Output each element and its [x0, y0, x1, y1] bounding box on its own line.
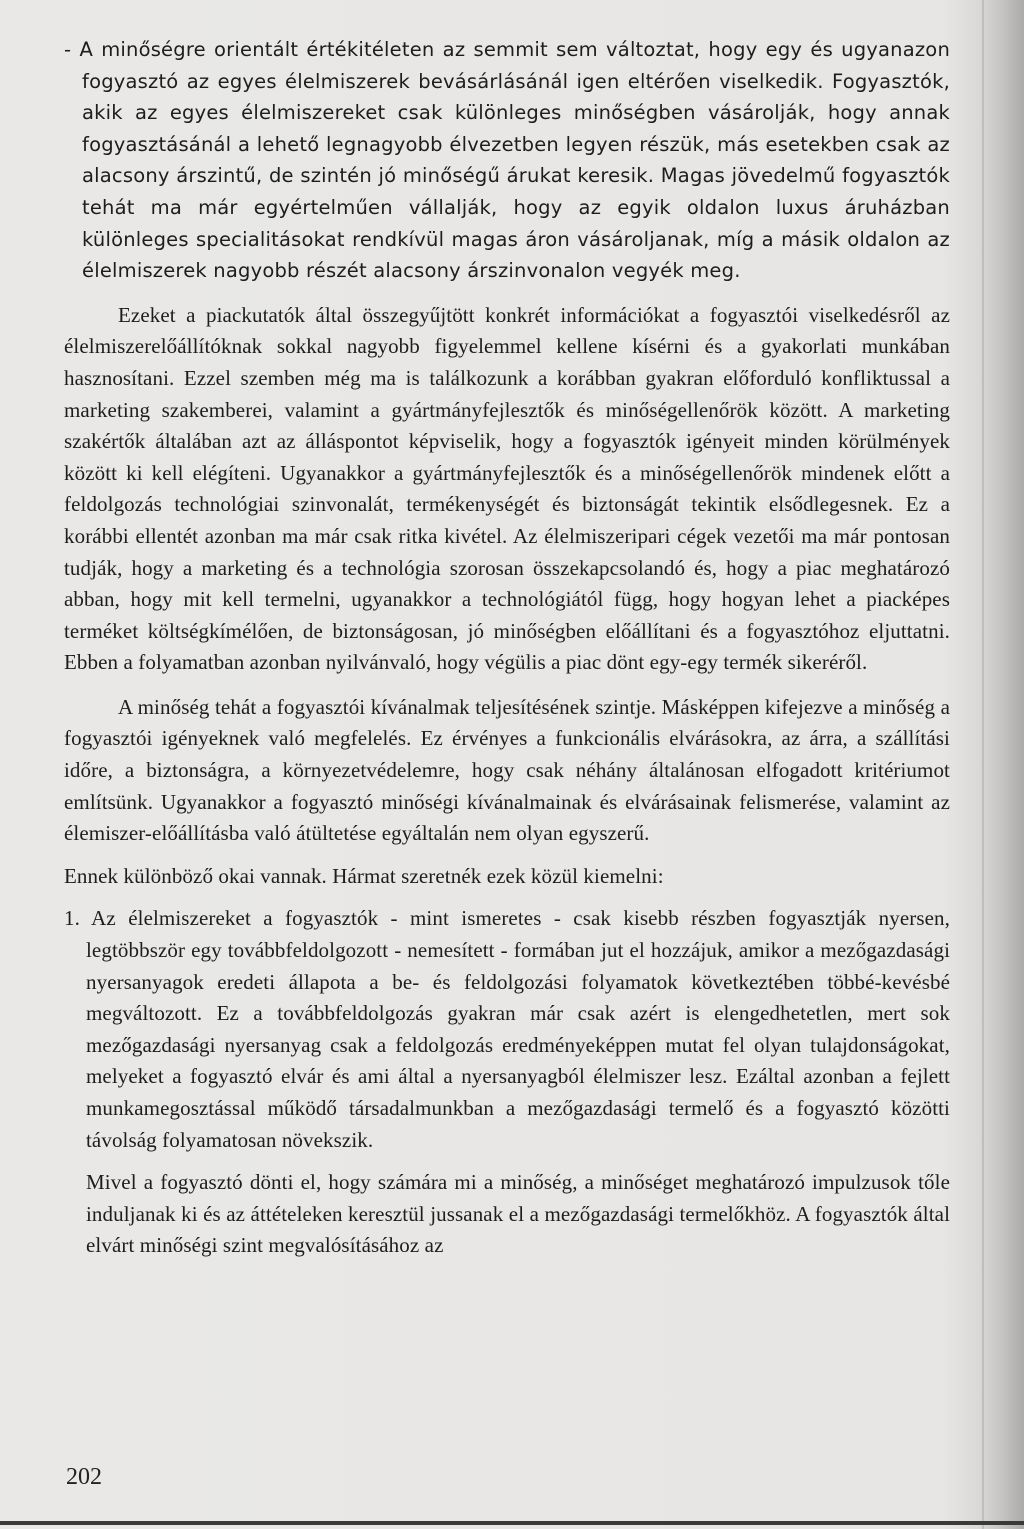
page-spine-line — [982, 0, 984, 1529]
bottom-edge-rule — [0, 1521, 1024, 1525]
list-item-1: 1. Az élelmiszereket a fogyasztók - mint ismeretes - csak kisebb részben fogyasztják nyersen, legtöbbször egy továbbfeldolgozott - nemesített - formában jut el hozzájuk, amikor a mezőgazdasági nyersanyagok eredeti állapota a be- és feldolgozási folyamatok következtében többé-kevésbé megváltozott. Ez a továbbfeldolgozás gyakran már csak azért is elengedhetetlen, mert sok mezőgazdasági nyersanyag csak a feldolgozás eredményeképpen mutat fel olyan tulajdonságokat, melyeket a fogyasztó elvár és ami által a nyersanyagból élelmiszer lesz. Ezáltal azonban a fejlett munkamegosztással működő társadalmunkban a mezőgazdasági termelő és a fogyasztó közötti távolság folyamatosan növekszik. — [64, 906, 950, 1152]
paragraph-reasons-intro: Ennek különböző okai vannak. Hármat szeretnék ezek közül kiemelni: — [64, 863, 664, 888]
page-spine-shadow — [978, 0, 1024, 1529]
bullet-paragraph: - A minőségre orientált értékitéleten az semmit sem változtat, hogy egy és ugyanazon fogyasztó az egyes élelmiszerek bevásárlásánál igen eltérően viselkedik. Fogyasztók, akik az egyes élelmiszereket csak különleges minőségben vásárolják, hogy annak fogyasztásánál a lehető legnagyobb élvezetben legyen részük, más esetekben csak az alacsony árszintű, de szintén jó minőségű árukat keresik. Magas jövedelmű fogyasztók tehát ma már egyértelműen vállalják, hogy az egyik oldalon luxus áruházban különleges specialitásokat rendkívül magas áron vásároljanak, míg a másik oldalon az élelmiszerek nagyobb részét alacsony árszinvonalon vegyék meg. — [64, 38, 950, 283]
page-number: 202 — [66, 1464, 102, 1490]
body-text — [64, 34, 950, 1262]
paragraph-consumer-decides: Mivel a fogyasztó dönti el, hogy számára mi a minőség, a minőséget meghatározó impulzusok tőle induljanak ki és az áttételeken keresztül jussanak el a mezőgazdasági termelőkhöz. A fogyasztók által elvárt minőségi szint megvalósításához az — [86, 1170, 950, 1258]
paragraph-quality-definition: A minőség tehát a fogyasztói kívánalmak teljesítésének szintje. Másképpen kifejezve a minőség a fogyasztói igényeknek való megfelelés. Ez érvényes a funkcionális elvárásokra, az árra, a szállítási időre, a biztonságra, a környezetvédelemre, hogy csak néhány általánosan elfogadott kritériumot említsünk. Ugyanakkor a fogyasztó minőségi kívánalmainak és elvárásainak felismerése, valamint az élemiszer-előállításba való átültetése egyáltalán nem olyan egyszerű. — [64, 694, 950, 846]
paragraph-marketing-conflict: Ezeket a piackutatók által összegyűjtött konkrét információkat a fogyasztói viselkedésről az élelmiszerelőállítóknak sokkal nagyobb figyelemmel kellene kísérni és a gyakorlati munkában hasznosítani. Ezzel szemben még ma is találkozunk a korábban gyakran előforduló konfliktussal a marketing szakemberei, valamint a gyártmányfejlesztők és minőségellenőrök között. A marketing szakértők általában azt az álláspontot képviselik, hogy a fogyasztók igényeit minden körülmények között ki kell elégíteni. Ugyanakkor a gyártmányfejlesztők és a minőségellenőrök mindenek előtt a feldolgozás technológiai szinvonalát, termékenységét és biztonságát tekintik elsődlegesnek. Ez a korábbi ellentét azonban ma már csak ritka kivétel. Az élelmiszeripari cégek vezetői ma már pontosan tudják, hogy a marketing és a technológia szorosan összekapcsolandó és, hogy a piac meghatározó abban, hogy mit kell termelni, ugyanakkor a technológiától függ, hogy hogyan lehet a piacképes terméket költségkímélően, de biztonságosan, jó minőségben előállítani és a fogyasztóhoz eljuttatni. Ebben a folyamatban azonban nyilvánvaló, hogy végülis a piac dönt egy-egy termék sikeréről. — [64, 302, 950, 675]
